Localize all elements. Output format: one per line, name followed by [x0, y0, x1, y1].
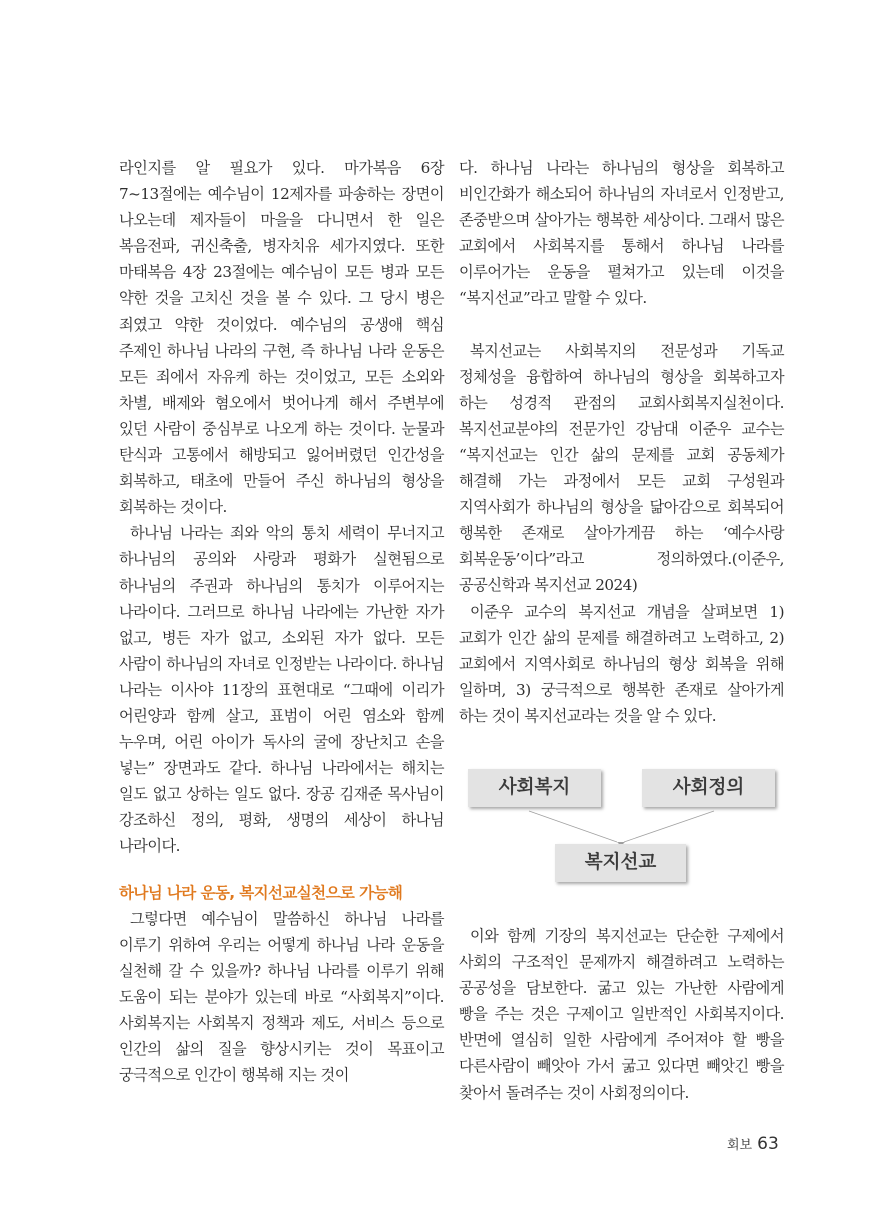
- right-paragraph-1: 다. 하나님 나라는 하나님의 형상을 회복하고 비인간화가 해소되어 하나님의 자녀로서 인정받고, 존중받으며 살아가는 행복한 세상이다. 그래서 많은 교회에서 사회복지를 통해서 하나님 나라를 이루어가는 운동을 펼쳐가고 있는데 이것을 “복지선교”라고 말할 수 있다.: [459, 159, 784, 308]
- right-paragraph-3: 이준우 교수의 복지선교 개념을 살펴보면 1) 교회가 인간 삶의 문제를 해결하려고 노력하고, 2) 교회에서 지역사회로 하나님의 형상 회복을 위해 일하며, 3) 궁극적으로 행복한 존재로 살아가게 하는 것이 복지선교라는 것을 알 수 있다.: [459, 602, 784, 725]
- concept-diagram: [459, 749, 784, 899]
- box-social-welfare: 사회복지: [468, 769, 601, 807]
- right-paragraph-2: 복지선교는 사회복지의 전문성과 기독교 정체성을 융합하여 하나님의 형상을 회복하고자 하는 성경적 관점의 교회사회복지실천이다. 복지선교분야의 전문가인 강남대 이준우 교수는 “복지선교는 인간 삶의 문제를 교회 공동체가 해결해 가는 과정에서 모든 교회 구성원과 지역사회가 하나님의 형상을 닮아감으로 회복되어 행복한 존재로 살아가게끔 하는 ‘예수사랑 회복운동’이다”라고 정의하였다.(이준우, 공공신학과 복지선교 2024): [459, 341, 784, 595]
- left-paragraph-1: 라인지를 알 필요가 있다. 마가복음 6장 7~13절에는 예수님이 12제자를 파송하는 장면이 나오는데 제자들이 마을을 다니면서 한 일은 복음전파, 귀신축출, 병자치유 세가지였다. 또한 마태복음 4장 23절에는 예수님이 모든 병과 모든 약한 것을 고치신 것을 볼 수 있다. 그 당시 병은 죄였고 약한 것이었다. 예수님의 공생애 핵심 주제인 하나님 나라의 구현, 즉 하나님 나라 운동은 모든 죄에서 자유케 하는 것이었고, 모든 소외와 차별, 배제와 혐오에서 벗어나게 해서 주변부에 있던 사람이 중심부로 나오게 하는 것이다. 눈물과 탄식과 고통에서 해방되고 잃어버렸던 인간성을 회복하고, 태초에 만들어 주신 하나님의 형상을 회복하는 것이다.: [119, 159, 444, 517]
- connector-right: [624, 811, 714, 842]
- left-paragraph-3: 그렇다면 예수님이 말씀하신 하나님 나라를 이루기 위하여 우리는 어떻게 하나님 나라 운동을 실천해 갈 수 있을까? 하나님 나라를 이루기 위해 도움이 되는 분야가 있는데 바로 “사회복지”이다. 사회복지는 사회복지 정책과 제도, 서비스 등으로 인간의 삶의 질을 향상시키는 것이 목표이고 궁극적으로 인간이 행복해 지는 것이: [119, 909, 444, 1085]
- section-heading: 하나님 나라 운동, 복지선교실천으로 가능해: [119, 883, 403, 902]
- left-paragraph-2: 하나님 나라는 죄와 악의 통치 세력이 무너지고 하나님의 공의와 사랑과 평화가 실현됨으로 하나님의 주권과 하나님의 통치가 이루어지는 나라이다. 그러므로 하나님 나라에는 가난한 자가 없고, 병든 자가 없고, 소외된 자가 없다. 모든 사람이 하나님의 자녀로 인정받는 나라이다. 하나님 나라는 이사야 11장의 표현대로 “그때에 이리가 어린양과 함께 살고, 표범이 어린 염소와 함께 누우며, 어린 아이가 독사의 굴에 장난치고 손을 넣는” 장면과도 같다. 하나님 나라에서는 해치는 일도 없고 상하는 일도 없다. 장공 김재준 목사님이 강조하신 정의, 평화, 생명의 세상이 하나님 나라이다.: [119, 524, 444, 856]
- connector-left: [529, 811, 617, 842]
- footer-label: 회보: [727, 1138, 753, 1153]
- left-column: [119, 155, 444, 1088]
- right-paragraph-4: 이와 함께 기장의 복지선교는 단순한 구제에서 사회의 구조적인 문제까지 해결하려고 노력하는 공공성을 담보한다. 굶고 있는 가난한 사람에게 빵을 주는 것은 구제이고 일반적인 사회복지이다. 반면에 열심히 일한 사람에게 주어져야 할 빵을 다른사람이 빼앗아 가서 굶고 있다면 빼앗긴 빵을 찾아서 돌려주는 것이 사회정의이다.: [459, 926, 784, 1102]
- paragraph-spacer: [459, 312, 784, 338]
- section-spacer: [119, 860, 444, 880]
- right-column: [459, 155, 784, 1106]
- box-social-justice: 사회정의: [642, 769, 775, 807]
- page-number: 63: [757, 1134, 779, 1154]
- page-footer: [727, 1134, 779, 1154]
- box-welfare-mission: 복지선교: [555, 844, 686, 882]
